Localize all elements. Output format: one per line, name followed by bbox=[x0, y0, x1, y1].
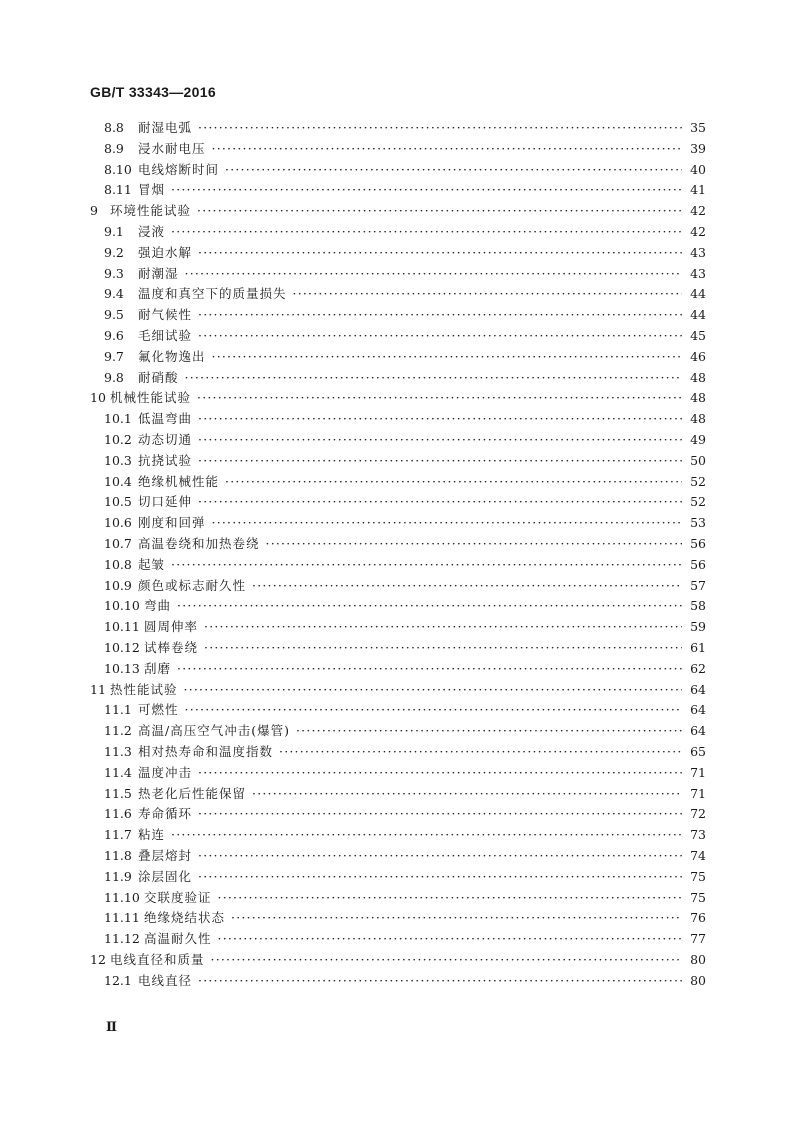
toc-entry-title: 环境性能试验 bbox=[110, 203, 192, 219]
toc-entry[interactable] bbox=[90, 680, 706, 700]
dot-leader bbox=[171, 825, 682, 845]
dot-leader bbox=[212, 513, 682, 533]
toc-entry-title: 耐潮湿 bbox=[138, 265, 179, 281]
dot-leader bbox=[231, 908, 682, 928]
toc-entry-number: 9.6 bbox=[104, 328, 124, 343]
toc-entry-number: 10.8 bbox=[104, 556, 132, 572]
dot-leader bbox=[296, 721, 682, 741]
toc-entry-page: 52 bbox=[690, 494, 706, 510]
toc-entry-title: 涂层固化 bbox=[138, 868, 193, 884]
toc-entry-number: 9.4 bbox=[104, 286, 124, 302]
toc-entry-number: 11.10 bbox=[104, 889, 140, 905]
toc-entry-page: 48 bbox=[690, 411, 706, 427]
toc-entry[interactable] bbox=[104, 284, 706, 304]
toc-entry-number: 10.1 bbox=[104, 411, 132, 427]
dot-leader bbox=[198, 243, 682, 263]
dot-leader bbox=[279, 742, 682, 762]
toc-entry-number: 8.11 bbox=[104, 182, 132, 198]
toc-entry-title: 浸液 bbox=[138, 224, 166, 239]
toc-entry-title: 热性能试验 bbox=[110, 681, 178, 697]
toc-entry-page: 64 bbox=[690, 723, 706, 739]
dot-leader bbox=[198, 492, 682, 512]
dot-leader bbox=[225, 472, 682, 492]
toc-entry-number: 9.8 bbox=[104, 369, 124, 385]
toc-entry-number: 10.2 bbox=[104, 432, 132, 447]
toc-entry-number: 10.13 bbox=[104, 660, 140, 676]
toc-entry-page: 80 bbox=[690, 952, 706, 967]
toc-entry-page: 41 bbox=[690, 182, 706, 198]
toc-entry-title: 高温/高压空气冲击(爆管) bbox=[138, 723, 290, 739]
toc-entry-number: 9.7 bbox=[104, 348, 124, 364]
toc-entry[interactable] bbox=[104, 617, 706, 637]
toc-entry[interactable] bbox=[104, 409, 706, 429]
toc-entry-title: 毛细试验 bbox=[138, 328, 193, 343]
toc-entry-number: 11.3 bbox=[104, 744, 132, 759]
toc-entry-page: 71 bbox=[690, 764, 706, 780]
dot-leader bbox=[212, 347, 682, 367]
toc-entry-page: 71 bbox=[690, 785, 706, 801]
dot-leader bbox=[198, 118, 682, 138]
toc-entry[interactable] bbox=[104, 305, 706, 325]
dot-leader bbox=[218, 929, 682, 949]
page-number: Ⅱ bbox=[106, 1020, 117, 1035]
toc-entry-page: 56 bbox=[690, 536, 706, 551]
dot-leader bbox=[184, 680, 682, 700]
toc-entry-number: 11.7 bbox=[104, 827, 132, 843]
toc-entry-number: 8.9 bbox=[104, 140, 124, 156]
toc-entry-number: 9.3 bbox=[104, 265, 124, 281]
toc-entry[interactable] bbox=[104, 825, 706, 845]
toc-entry-page: 45 bbox=[690, 328, 706, 343]
toc-entry-page: 80 bbox=[690, 972, 706, 988]
dot-leader bbox=[198, 867, 682, 887]
toc-entry-title: 叠层熔封 bbox=[138, 848, 193, 863]
toc-entry-title: 切口延伸 bbox=[138, 494, 193, 510]
dot-leader bbox=[204, 617, 682, 637]
toc-entry-page: 75 bbox=[690, 889, 706, 905]
toc-entry-number: 10.7 bbox=[104, 536, 132, 551]
toc-entry-page: 56 bbox=[690, 556, 706, 572]
toc-entry[interactable] bbox=[104, 472, 706, 492]
toc-entry[interactable] bbox=[90, 388, 706, 408]
toc-entry-page: 65 bbox=[690, 744, 706, 759]
toc-entry-title: 浸水耐电压 bbox=[138, 140, 206, 156]
toc-entry[interactable] bbox=[104, 534, 706, 554]
dot-leader bbox=[197, 201, 682, 221]
toc-entry-page: 73 bbox=[690, 827, 706, 843]
toc-entry-number: 11.9 bbox=[104, 868, 132, 884]
toc-entry-number: 12 bbox=[90, 952, 106, 967]
dot-leader bbox=[198, 430, 682, 450]
toc-entry-page: 50 bbox=[690, 452, 706, 468]
toc-entry[interactable] bbox=[104, 763, 706, 783]
toc-entry[interactable] bbox=[104, 555, 706, 575]
dot-leader bbox=[252, 784, 682, 804]
toc-entry-page: 48 bbox=[690, 369, 706, 385]
toc-entry-page: 42 bbox=[690, 224, 706, 239]
toc-entry-page: 42 bbox=[690, 203, 706, 219]
toc-entry[interactable] bbox=[104, 347, 706, 367]
toc-entry-title: 高温卷绕和加热卷绕 bbox=[138, 536, 260, 551]
toc-entry-title: 强迫水解 bbox=[138, 244, 193, 260]
toc-entry-title: 抗挠试验 bbox=[138, 452, 193, 468]
dot-leader bbox=[198, 305, 682, 325]
toc-entry[interactable] bbox=[104, 118, 706, 138]
toc-entry-page: 39 bbox=[690, 140, 706, 156]
toc-entry-number: 10.9 bbox=[104, 577, 132, 593]
toc-entry[interactable] bbox=[104, 576, 706, 596]
toc-entry-number: 9.2 bbox=[104, 244, 124, 260]
toc-entry[interactable] bbox=[104, 638, 706, 658]
toc-entry-title: 试棒卷绕 bbox=[144, 640, 199, 655]
dot-leader bbox=[177, 659, 682, 679]
dot-leader bbox=[177, 596, 682, 616]
dot-leader bbox=[218, 888, 682, 908]
toc-entry-number: 9 bbox=[90, 203, 98, 219]
toc-entry-page: 49 bbox=[690, 432, 706, 447]
toc-entry-number: 11.6 bbox=[104, 806, 132, 822]
toc-entry-number: 11.1 bbox=[104, 702, 132, 718]
toc-entry[interactable] bbox=[104, 596, 706, 616]
toc-entry-number: 11.8 bbox=[104, 848, 132, 863]
toc-entry-title: 动态切通 bbox=[138, 432, 193, 447]
toc-entry-number: 10.5 bbox=[104, 494, 132, 510]
toc-entry-title: 耐硝酸 bbox=[138, 369, 179, 385]
toc-entry-page: 53 bbox=[690, 515, 706, 531]
toc-entry[interactable] bbox=[104, 867, 706, 887]
dot-leader bbox=[212, 139, 682, 159]
toc-entry[interactable] bbox=[104, 721, 706, 741]
dot-leader bbox=[198, 763, 682, 783]
toc-entry-page: 59 bbox=[690, 619, 706, 635]
toc-entry-number: 10.12 bbox=[104, 640, 140, 655]
toc-entry-page: 77 bbox=[690, 931, 706, 947]
toc-entry-title: 相对热寿命和温度指数 bbox=[138, 744, 274, 759]
toc-entry-title: 寿命循环 bbox=[138, 806, 193, 822]
toc-entry-number: 9.5 bbox=[104, 307, 124, 323]
toc-entry[interactable] bbox=[104, 908, 706, 928]
dot-leader bbox=[293, 284, 682, 304]
dot-leader bbox=[198, 451, 682, 471]
dot-leader bbox=[266, 534, 682, 554]
toc-entry[interactable] bbox=[104, 430, 706, 450]
toc-entry-number: 10 bbox=[90, 390, 106, 406]
toc-entry[interactable] bbox=[104, 971, 706, 991]
toc-entry-title: 电线直径和质量 bbox=[110, 952, 205, 967]
toc-entry-title: 刚度和回弹 bbox=[138, 515, 206, 531]
dot-leader bbox=[198, 326, 682, 346]
toc-entry-title: 冒烟 bbox=[138, 182, 166, 198]
toc-entry-page: 57 bbox=[690, 577, 706, 593]
toc-entry-title: 交联度验证 bbox=[144, 889, 212, 905]
toc-entry[interactable] bbox=[104, 784, 706, 804]
toc-entry[interactable] bbox=[104, 451, 706, 471]
toc-entry-title: 高温耐久性 bbox=[144, 931, 212, 947]
dot-leader bbox=[198, 846, 682, 866]
toc-entry-page: 64 bbox=[690, 681, 706, 697]
toc-entry-number: 8.8 bbox=[104, 120, 124, 135]
toc-entry[interactable] bbox=[104, 180, 706, 200]
toc-entry[interactable] bbox=[104, 742, 706, 762]
toc-entry-number: 11.4 bbox=[104, 764, 132, 780]
toc-entry[interactable] bbox=[90, 201, 706, 221]
toc-entry[interactable] bbox=[104, 659, 706, 679]
toc-entry[interactable] bbox=[104, 804, 706, 824]
dot-leader bbox=[211, 950, 682, 970]
toc-entry-title: 可燃性 bbox=[138, 702, 179, 718]
toc-entry-number: 11.2 bbox=[104, 723, 132, 739]
toc-entry-number: 12.1 bbox=[104, 972, 132, 988]
toc-entry[interactable] bbox=[104, 368, 706, 388]
toc-entry-title: 粘连 bbox=[138, 827, 166, 843]
toc-entry[interactable] bbox=[90, 950, 706, 970]
toc-entry-page: 72 bbox=[690, 806, 706, 822]
toc-entry[interactable] bbox=[104, 929, 706, 949]
toc-entry-number: 10.6 bbox=[104, 515, 132, 531]
toc-entry-title: 颜色或标志耐久性 bbox=[138, 577, 247, 593]
toc-entry[interactable] bbox=[104, 846, 706, 866]
dot-leader bbox=[198, 409, 682, 429]
toc-entry-title: 电线直径 bbox=[138, 972, 193, 988]
dot-leader bbox=[171, 555, 682, 575]
toc-entry-title: 起皱 bbox=[138, 556, 166, 572]
toc-entry[interactable] bbox=[104, 888, 706, 908]
toc-entry-page: 46 bbox=[690, 348, 706, 364]
toc-entry-page: 62 bbox=[690, 660, 706, 676]
toc-entry-title: 绝缘机械性能 bbox=[138, 473, 220, 489]
dot-leader bbox=[225, 160, 682, 180]
toc-entry-page: 35 bbox=[690, 120, 706, 135]
dot-leader bbox=[185, 368, 682, 388]
toc-entry[interactable] bbox=[104, 160, 706, 180]
toc-entry-title: 电线熔断时间 bbox=[138, 161, 220, 177]
toc-entry-title: 耐湿电弧 bbox=[138, 120, 193, 135]
toc-entry-page: 44 bbox=[690, 286, 706, 302]
toc-entry-title: 圆周伸率 bbox=[144, 619, 199, 635]
dot-leader bbox=[198, 971, 682, 991]
toc-entry-number: 8.10 bbox=[104, 161, 132, 177]
toc-entry-title: 热老化后性能保留 bbox=[138, 785, 247, 801]
toc-entry-title: 耐气候性 bbox=[138, 307, 193, 323]
toc-entry-number: 10.4 bbox=[104, 473, 132, 489]
toc-entry-number: 9.1 bbox=[104, 224, 124, 239]
toc-entry-page: 44 bbox=[690, 307, 706, 323]
toc-entry-title: 温度和真空下的质量损失 bbox=[138, 286, 287, 302]
toc-entry-page: 58 bbox=[690, 598, 706, 614]
toc-entry-number: 11.12 bbox=[104, 931, 140, 947]
toc-entry[interactable] bbox=[104, 243, 706, 263]
toc-entry-number: 11.5 bbox=[104, 785, 132, 801]
dot-leader bbox=[185, 700, 682, 720]
dot-leader bbox=[252, 576, 682, 596]
toc-entry-title: 弯曲 bbox=[144, 598, 172, 614]
toc-entry-title: 绝缘烧结状态 bbox=[144, 910, 226, 926]
dot-leader bbox=[197, 388, 682, 408]
toc-entry-title: 低温弯曲 bbox=[138, 411, 193, 427]
toc-entry-number: 10.11 bbox=[104, 619, 140, 635]
toc-entry-title: 刮磨 bbox=[144, 660, 172, 676]
toc-entry-page: 43 bbox=[690, 265, 706, 281]
toc-entry[interactable] bbox=[104, 492, 706, 512]
dot-leader bbox=[171, 222, 682, 242]
toc-entry-page: 76 bbox=[690, 910, 706, 926]
toc-entry-title: 氟化物逸出 bbox=[138, 348, 206, 364]
toc-entry[interactable] bbox=[104, 139, 706, 159]
toc-entry-page: 74 bbox=[690, 848, 706, 863]
toc-entry-page: 52 bbox=[690, 473, 706, 489]
toc-entry-page: 43 bbox=[690, 244, 706, 260]
toc-entry-number: 11.11 bbox=[104, 910, 140, 926]
toc-entry[interactable] bbox=[104, 264, 706, 284]
toc-entry[interactable] bbox=[104, 222, 706, 242]
toc-entry-page: 48 bbox=[690, 390, 706, 406]
toc-entry[interactable] bbox=[104, 326, 706, 346]
toc-entry-title: 机械性能试验 bbox=[110, 390, 192, 406]
standard-number-header: GB/T 33343—2016 bbox=[90, 84, 216, 100]
toc-entry-number: 10.10 bbox=[104, 598, 140, 614]
dot-leader bbox=[198, 804, 682, 824]
toc-entry-page: 64 bbox=[690, 702, 706, 718]
toc-entry[interactable] bbox=[104, 513, 706, 533]
dot-leader bbox=[171, 180, 682, 200]
toc-entry-number: 10.3 bbox=[104, 452, 132, 468]
toc-entry-number: 11 bbox=[90, 681, 106, 697]
dot-leader bbox=[185, 264, 682, 284]
toc-entry-page: 75 bbox=[690, 868, 706, 884]
toc-entry-page: 61 bbox=[690, 640, 706, 655]
dot-leader bbox=[204, 638, 682, 658]
toc-entry[interactable] bbox=[104, 700, 706, 720]
toc-entry-title: 温度冲击 bbox=[138, 764, 193, 780]
toc-entry-page: 40 bbox=[690, 161, 706, 177]
